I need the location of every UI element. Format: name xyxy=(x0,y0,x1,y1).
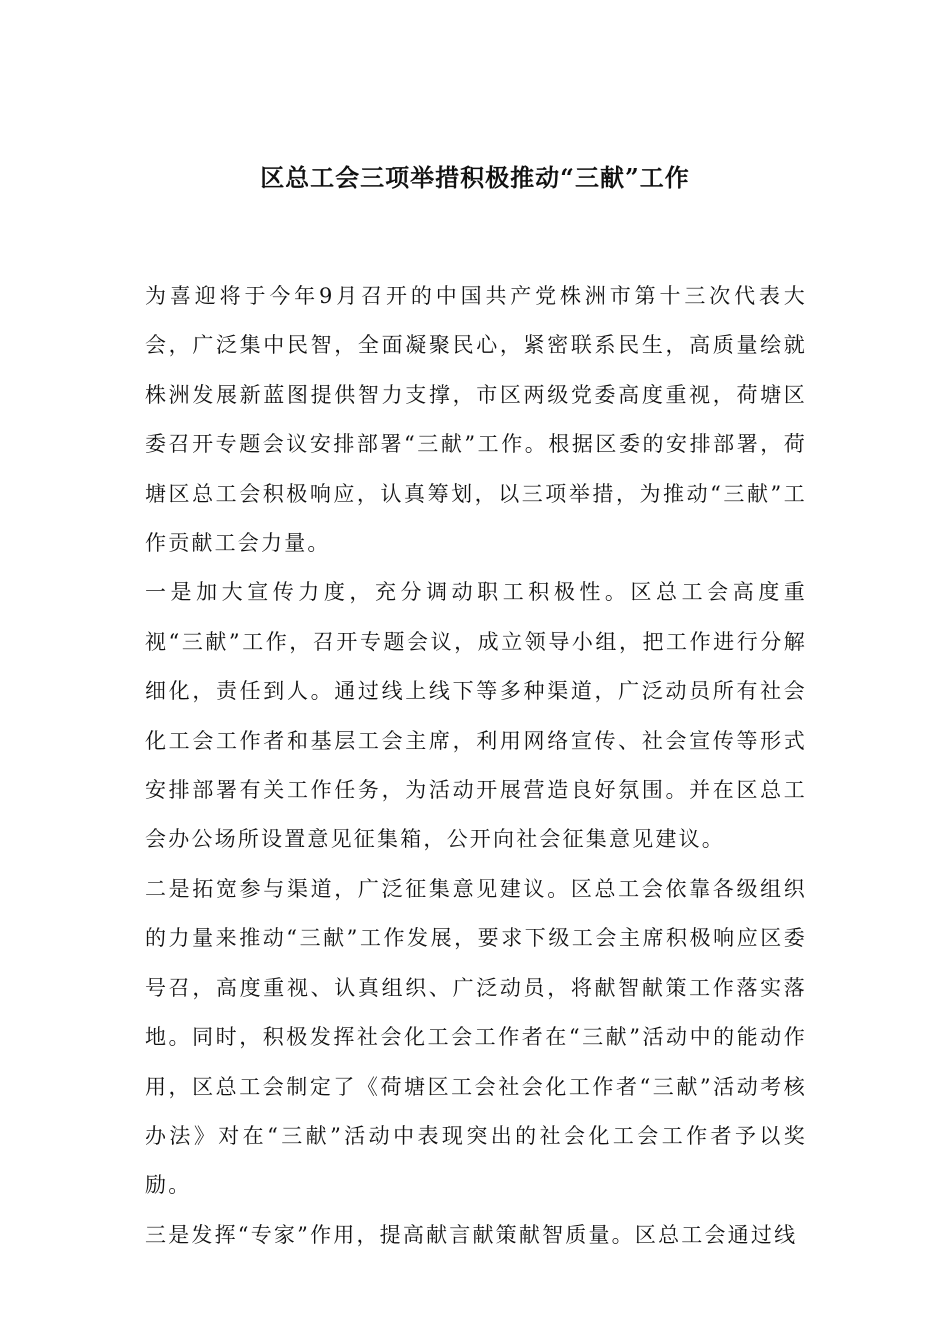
paragraph-measure-two: 二是拓宽参与渠道，广泛征集意见建议。区总工会依靠各级组织的力量来推动“三献”工作发展，要求下级工会主席积极响应区委号召，高度重视、认真组织、广泛动员，将献智献策工作落实落地。同时，积极发挥社会化工会工作者在“三献”活动中的能动作用，区总工会制定了《荷塘区工会社会化工作者“三献”活动考核办法》对在“三献”活动中表现突出的社会化工会工作者予以奖励。 xyxy=(145,876,807,1198)
document-body xyxy=(145,272,807,1260)
document-title: 区总工会三项举措积极推动“三献”工作 xyxy=(260,163,690,192)
paragraph-measure-three: 三是发挥“专家”作用，提高献言献策献智质量。区总工会通过线 xyxy=(145,1222,798,1247)
paragraph-measure-one: 一是加大宣传力度，充分调动职工积极性。区总工会高度重视“三献”工作，召开专题会议，成立领导小组，把工作进行分解细化，责任到人。通过线上线下等多种渠道，广泛动员所有社会化工会工作者和基层工会主席，利用网络宣传、社会宣传等形式安排部署有关工作任务，为活动开展营造良好氛围。并在区总工会办公场所设置意见征集箱，公开向社会征集意见建议。 xyxy=(145,580,807,852)
paragraph-intro: 为喜迎将于今年9月召开的中国共产党株洲市第十三次代表大会，广泛集中民智，全面凝聚民心，紧密联系民生，高质量绘就株洲发展新蓝图提供智力支撑，市区两级党委高度重视，荷塘区委召开专题会议安排部署“三献”工作。根据区委的安排部署，荷塘区总工会积极响应，认真筹划，以三项举措，为推动“三献”工作贡献工会力量。 xyxy=(145,284,807,556)
